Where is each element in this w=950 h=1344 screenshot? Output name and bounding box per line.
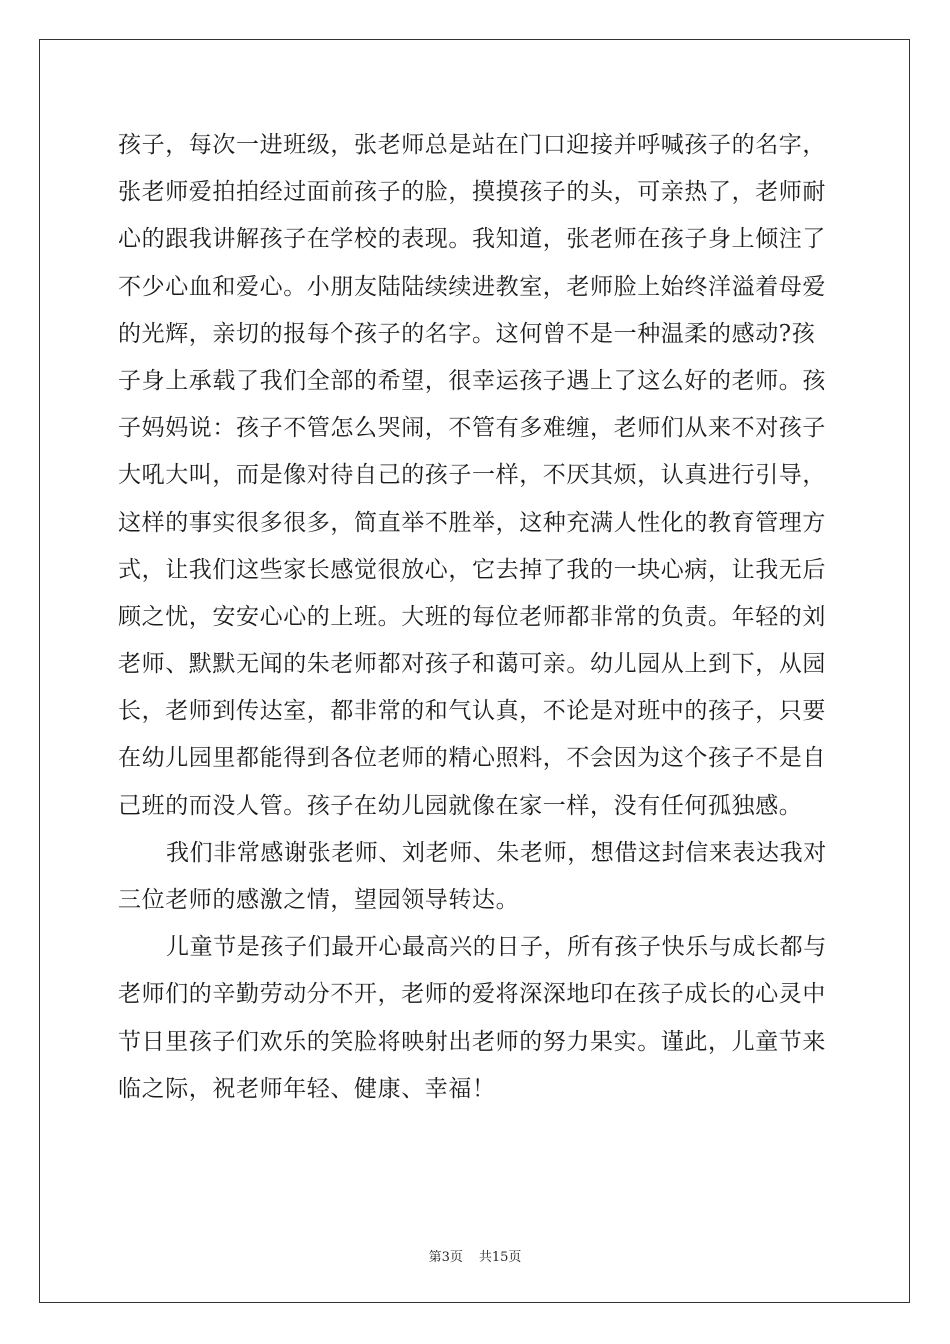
text-line: 孩子，每次一进班级，张老师总是站在门口迎接并呼喊孩子的名字， bbox=[118, 132, 826, 158]
text-line: 大吼大叫，而是像对待自己的孩子一样，不厌其烦，认真进行引导， bbox=[118, 462, 826, 489]
text-line: 顾之忧，安安心心的上班。大班的每位老师都非常的负责。年轻的刘 bbox=[118, 603, 826, 630]
text-line: 临之际，祝老师年轻、健康、幸福！ bbox=[118, 1075, 496, 1102]
paragraph-start-line: 我们非常感谢张老师、刘老师、朱老师，想借这封信来表达我对 bbox=[166, 839, 827, 866]
text-line: 在幼儿园里都能得到各位老师的精心照料，不会因为这个孩子不是自 bbox=[118, 745, 826, 772]
text-line: 己班的而没人管。孩子在幼儿园就像在家一样，没有任何孤独感。 bbox=[118, 792, 803, 819]
text-line: 心的跟我讲解孩子在学校的表现。我知道，张老师在孩子身上倾注了 bbox=[118, 226, 826, 253]
text-line: 式，让我们这些家长感觉很放心，它去掉了我的一块心病，让我无后 bbox=[118, 556, 826, 583]
text-line: 子妈妈说：孩子不管怎么哭闹，不管有多难缠，老师们从来不对孩子 bbox=[118, 415, 826, 442]
text-line: 三位老师的感激之情，望园领导转达。 bbox=[118, 887, 520, 913]
text-line: 不少心血和爱心。小朋友陆陆续续进教室，老师脸上始终洋溢着母爱 bbox=[118, 273, 826, 300]
text-line: 张老师爱拍拍经过面前孩子的脸，摸摸孩子的头，可亲热了，老师耐 bbox=[118, 179, 826, 206]
text-line: 这样的事实很多很多，简直举不胜举，这种充满人性化的教育管理方 bbox=[118, 509, 826, 536]
page-number: 第3页 bbox=[428, 1250, 463, 1265]
page-total: 共15页 bbox=[478, 1250, 522, 1265]
text-line: 节日里孩子们欢乐的笑脸将映射出老师的努力果实。谨此，儿童节来 bbox=[118, 1028, 826, 1055]
text-line: 的光辉，亲切的报每个孩子的名字。这何曾不是一种温柔的感动?孩 bbox=[118, 320, 816, 347]
text-line: 老师们的辛勤劳动分不开，老师的爱将深深地印在孩子成长的心灵中 bbox=[118, 981, 826, 1008]
text-line: 子身上承载了我们全部的希望，很幸运孩子遇上了这么好的老师。孩 bbox=[118, 367, 826, 394]
paragraph-start-line: 儿童节是孩子们最开心最高兴的日子，所有孩子快乐与成长都与 bbox=[166, 934, 827, 961]
letter-body bbox=[118, 122, 838, 1113]
text-line: 老师、默默无闻的朱老师都对孩子和蔼可亲。幼儿园从上到下，从园 bbox=[118, 651, 826, 678]
text-line: 长，老师到传达室，都非常的和气认真，不论是对班中的孩子，只要 bbox=[118, 698, 826, 725]
page-footer bbox=[0, 1246, 950, 1265]
